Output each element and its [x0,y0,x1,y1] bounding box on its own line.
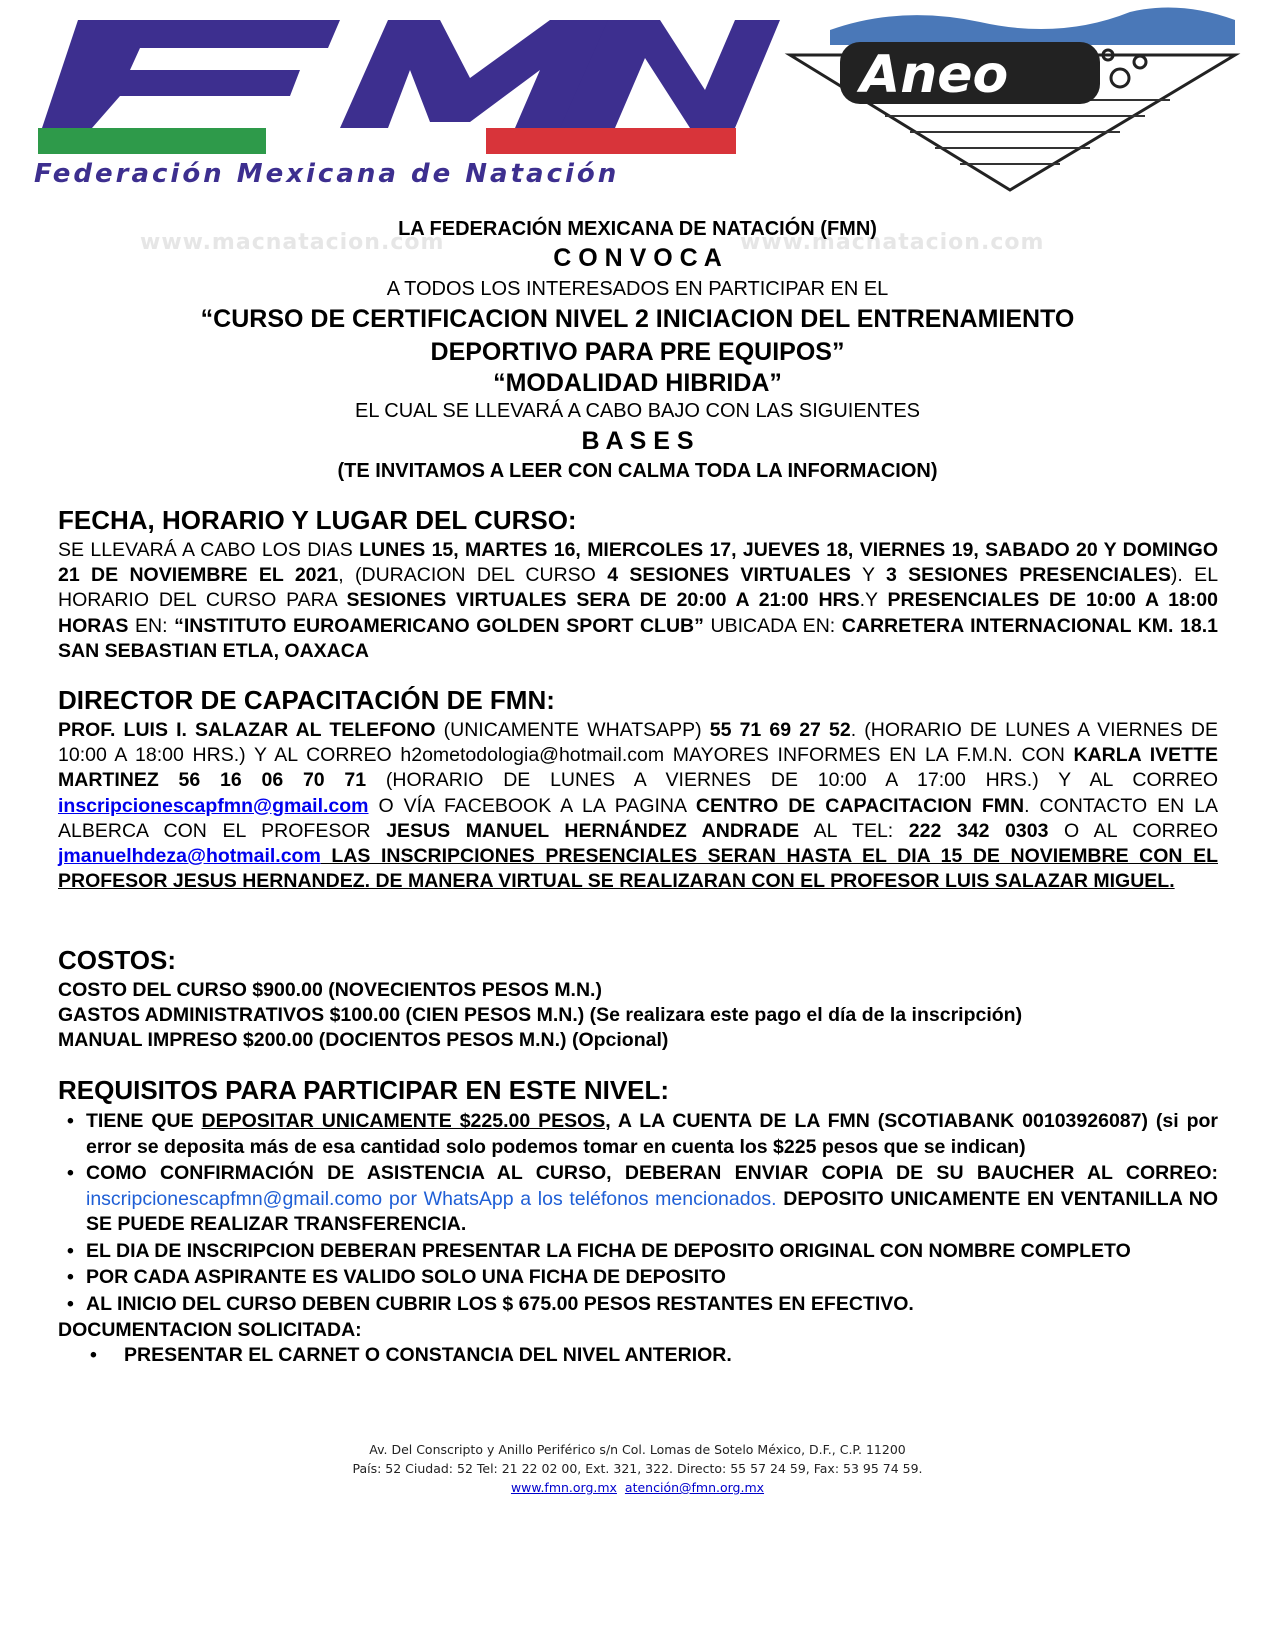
fecha-heading: FECHA, HORARIO Y LUGAR DEL CURSO: [58,505,577,535]
documentacion-item: • PRESENTAR EL CARNET O CONSTANCIA DEL NIVEL ANTERIOR. [90,1344,732,1367]
director-heading: DIRECTOR DE CAPACITACIÓN DE FMN: [58,685,555,715]
list-item: • AL INICIO DEL CURSO DEBEN CUBRIR LOS $ 675.00 PESOS RESTANTES EN EFECTIVO. [67,1292,914,1315]
list-item: • EL DIA DE INSCRIPCION DEBERAN PRESENTAR LA FICHA DE DEPOSITO ORIGINAL CON NOMBRE COMPLETO [67,1239,1131,1262]
list-item: • POR CADA ASPIRANTE ES VALIDO SOLO UNA FICHA DE DEPOSITO [67,1266,726,1288]
costo-curso: COSTO DEL CURSO $900.00 (NOVECIENTOS PESOS M.N.) [58,979,602,1001]
email-link[interactable]: atención@fmn.org.mx [624,1480,765,1495]
email-inscripciones-link[interactable]: inscripcionescapfmn@gmail.com [58,794,369,817]
documentacion-heading: DOCUMENTACION SOLICITADA: [58,1319,362,1341]
website-link[interactable]: www.fmn.org.mx [510,1480,617,1495]
watermark-right: www.macnatacion.com [740,230,1045,255]
bases-heading: B A S E S [581,427,694,455]
footer-phones: País: 52 Ciudad: 52 Tel: 21 22 02 00, Ext. 321, 322. Directo: 55 57 24 59, Fax: 53 95 74 59. [352,1461,923,1476]
requisitos-section [58,1075,1218,1368]
aneo-logo [790,8,1235,191]
modalidad: “MODALIDAD HIBRIDA” [493,369,782,397]
header [0,0,1275,205]
footer [0,1440,1275,1497]
fecha-paragraph: SE LLEVARÁ A CABO LOS DIAS LUNES 15, MARTES 16, MIERCOLES 17, JUEVES 18, VIERNES 19, SABADO 20 Y DOMINGO 21 DE NOVIEMBRE EL 2021, (DURACION DEL CURSO 4 SESIONES VIRTUALES Y 3 SESIONES PRESENCIALES). EL HORARIO DEL CURSO PARA SESIONES VIRTUALES SERA DE 20:00 A 21:00 HRS.Y PRESENCIALES DE 10:00 A 18:00 HORAS EN: “INSTITUTO EUROAMERICANO GOLDEN SPORT CLUB” UBICADA EN: CARRETERA INTERNACIONAL KM. 18.1 SAN SEBASTIAN ETLA, OAXACA [58,539,1219,662]
title-line-3: A TODOS LOS INTERESADOS EN PARTICIPAR EN EL [386,278,889,300]
costos-section [58,945,1218,1054]
watermark-left: www.macnatacion.com [140,230,445,255]
email-jmanuel-link[interactable]: jmanuelhdeza@hotmail.com [58,845,321,868]
footer-address: Av. Del Conscripto y Anillo Periférico s/n Col. Lomas de Sotelo México, D.F., C.P. 11200 [369,1442,906,1457]
director-section [58,685,1218,894]
title-line-7: EL CUAL SE LLEVARÁ A CABO BAJO CON LAS SIGUIENTES [354,400,920,422]
fmn-logo [0,0,1275,205]
footer-links [0,1478,1275,1497]
requisitos-list [58,1109,1218,1317]
title-line-1: LA FEDERACIÓN MEXICANA DE NATACIÓN (FMN) [398,218,877,240]
manual-impreso: MANUAL IMPRESO $200.00 (DOCIENTOS PESOS M.N.) (Opcional) [58,1029,669,1052]
costos-heading: COSTOS: [58,945,176,975]
course-title-line-1: “CURSO DE CERTIFICACION NIVEL 2 INICIACION DEL ENTRENAMIENTO [200,305,1075,333]
title-note: (TE INVITAMOS A LEER CON CALMA TODA LA INFORMACION) [337,460,938,482]
director-paragraph: PROF. LUIS I. SALAZAR AL TELEFONO (UNICAMENTE WHATSAPP) 55 71 69 27 52. (HORARIO DE LUNES A VIERNES DE 10:00 A 18:00 HRS.) Y AL CORREO h2ometodologia@hotmail.com MAYORES INFORMES EN LA F.M.N. CON KARLA IVETTE MARTINEZ 56 16 06 70 71 (HORARIO DE LUNES A VIERNES DE 10:00 A 17:00 HRS.) Y AL CORREO inscripcionescapfmn@gmail.com O VÍA FACEBOOK A LA PAGINA CENTRO DE CAPACITACION FMN. CONTACTO EN LA ALBERCA CON EL PROFESOR JESUS MANUEL HERNÁNDEZ ANDRADE AL TEL: 222 342 0303 O AL CORREO jmanuelhdeza@hotmail.com LAS INSCRIPCIONES PRESENCIALES SERAN HASTA EL DIA 15 DE NOVIEMBRE CON EL PROFESOR JESUS HERNANDEZ. DE MANERA VIRTUAL SE REALIZARAN CON EL PROFESOR LUIS SALAZAR MIGUEL. [58,719,1218,893]
fmn-tagline: Federación Mexicana de Natación [34,159,620,189]
list-item: • COMO CONFIRMACIÓN DE ASISTENCIA AL CURSO, DEBERAN ENVIAR COPIA DE SU BAUCHER AL CORREO: inscripcionescapfmn@gmail.como por WhatsApp a los teléfonos mencionados. DEPOSITO UNICAMENTE EN VENTANILLA NO SE PUEDE REALIZAR TRANSFERENCIA. [67,1162,1218,1235]
requisitos-heading: REQUISITOS PARA PARTICIPAR EN ESTE NIVEL: [58,1075,670,1105]
list-item: • TIENE QUE DEPOSITAR UNICAMENTE $225.00 PESOS, A LA CUENTA DE LA FMN (SCOTIABANK 00103926087) (si por error se deposita más de esa cantidad solo podemos tomar en cuenta los $225 pesos que se indican) [67,1110,1218,1158]
title-convoca: C O N V O C A [553,244,722,272]
aneo-logo-text: Aneo [860,45,1009,105]
course-title-line-2: DEPORTIVO PARA PRE EQUIPOS” [430,338,845,366]
gastos-administrativos: GASTOS ADMINISTRATIVOS $100.00 (CIEN PESOS M.N.) (Se realizara este pago el día de la inscripción) [58,1004,1023,1027]
fecha-section [58,505,1218,664]
